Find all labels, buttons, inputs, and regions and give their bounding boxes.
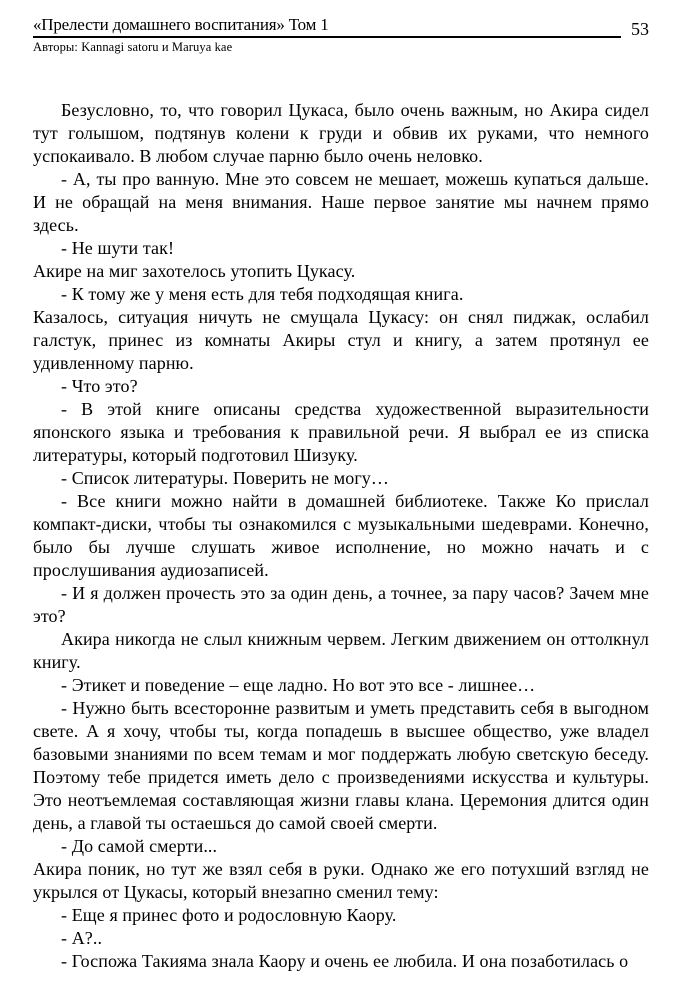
paragraph: - Нужно быть всесторонне развитым и уметь представить себя в выгодном свете. А я хочу, чтобы ты, когда попадешь в высшее общество, уже владел базовыми знаниями по всем темам и мог поддержать любую светскую беседу. Поэтому тебе придется иметь дело с произведениями искусства и культуры. Это неотъемлемая составляющая жизни главы клана. Церемония длится один день, а главой ты остаешься до самой своей смерти. — [33, 698, 649, 833]
paragraph: - Еще я принес фото и родословную Каору. — [61, 905, 397, 925]
paragraph: - А, ты про ванную. Мне это совсем не мешает, можешь купаться дальше. И не обращай на меня внимания. Наше первое занятие мы начнем прямо здесь. — [33, 169, 649, 235]
paragraph: Безусловно, то, что говорил Цукаса, было очень важным, но Акира сидел тут голышом, подтянув колени к груди и обвив их руками, что немного успокаивало. В любом случае парню было очень неловко. — [33, 100, 649, 166]
page-body — [33, 99, 649, 973]
paragraph: Акире на миг захотелось утопить Цукасу. — [33, 261, 356, 281]
paragraph: - До самой смерти... — [61, 836, 218, 856]
paragraph: Акира никогда не слыл книжным червем. Легким движением он оттолкнул книгу. — [33, 629, 649, 672]
paragraph: - Что это? — [61, 376, 138, 396]
paragraph: Акира поник, но тут же взял себя в руки. Однако же его потухший взгляд не укрылся от Цукасы, который внезапно сменил тему: — [33, 859, 649, 902]
paragraph: - И я должен прочесть это за один день, а точнее, за пару часов? Зачем мне это? — [33, 583, 649, 626]
header-row — [33, 15, 649, 38]
paragraph: - В этой книге описаны средства художественной выразительности японского языка и требования к правильной речи. Я выбрал ее из списка литературы, который подготовил Шизуку. — [33, 399, 649, 465]
paragraph: - Этикет и поведение – еще ладно. Но вот это все - лишнее… — [61, 675, 536, 695]
paragraph: - Госпожа Такияма знала Каору и очень ее любила. И она позаботилась о — [61, 951, 629, 971]
paragraph: - Не шути так! — [61, 238, 175, 258]
page-number: 53 — [631, 19, 649, 39]
paragraph: - Все книги можно найти в домашней библиотеке. Также Ко прислал компакт-диски, чтобы ты ознакомился с музыкальными шедеврами. Конечно, было бы лучше слушать живое исполнение, но можно начать и с прослушивания аудиозаписей. — [33, 491, 649, 580]
paragraph: - К тому же у меня есть для тебя подходящая книга. — [61, 284, 464, 304]
title-underline-rule — [33, 15, 621, 38]
book-title: «Прелести домашнего воспитания» Том 1 — [33, 15, 329, 34]
paragraph: Казалось, ситуация ничуть не смущала Цукасу: он снял пиджак, ослабил галстук, принес из комнаты Акиры стул и книгу, а затем протянул ее удивленному парню. — [33, 307, 649, 373]
authors-line: Авторы: Kannagi satoru и Maruya kae — [33, 40, 233, 54]
paragraph: - Список литературы. Поверить не могу… — [61, 468, 390, 488]
page-header — [33, 15, 649, 55]
paragraph: - А?.. — [61, 928, 103, 948]
